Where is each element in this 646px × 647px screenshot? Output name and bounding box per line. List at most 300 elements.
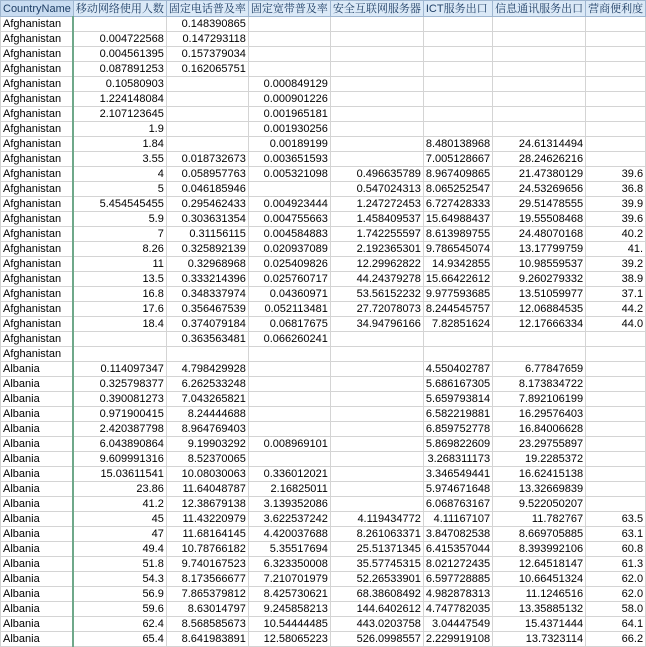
cell-secure-servers[interactable] bbox=[330, 77, 423, 92]
cell-fixed-telephone[interactable]: 8.24444688 bbox=[166, 407, 248, 422]
cell-ict-service-exports[interactable]: 8.613989755 bbox=[423, 227, 492, 242]
cell-ict-comm-exports[interactable]: 6.77847659 bbox=[493, 362, 586, 377]
cell-mobile-users[interactable]: 0.325798377 bbox=[73, 377, 166, 392]
cell-ease-of-business[interactable]: 37.1 bbox=[586, 287, 646, 302]
cell-ict-service-exports[interactable]: 8.065252547 bbox=[423, 182, 492, 197]
cell-mobile-users[interactable]: 45 bbox=[73, 512, 166, 527]
cell-country-name[interactable]: Afghanistan bbox=[1, 77, 74, 92]
cell-secure-servers[interactable]: 0.547024313 bbox=[330, 182, 423, 197]
cell-ease-of-business[interactable] bbox=[586, 332, 646, 347]
cell-ict-service-exports[interactable]: 6.727428333 bbox=[423, 197, 492, 212]
cell-mobile-users[interactable]: 56.9 bbox=[73, 587, 166, 602]
cell-ease-of-business[interactable]: 66.2 bbox=[586, 632, 646, 647]
cell-ict-comm-exports[interactable] bbox=[493, 332, 586, 347]
cell-secure-servers[interactable] bbox=[330, 452, 423, 467]
cell-ict-comm-exports[interactable]: 8.173834722 bbox=[493, 377, 586, 392]
cell-country-name[interactable]: Albania bbox=[1, 632, 74, 647]
cell-fixed-telephone[interactable]: 0.147293118 bbox=[166, 32, 248, 47]
cell-fixed-broadband[interactable]: 0.008969101 bbox=[248, 437, 330, 452]
cell-secure-servers[interactable] bbox=[330, 392, 423, 407]
cell-secure-servers[interactable] bbox=[330, 62, 423, 77]
cell-secure-servers[interactable]: 44.24379278 bbox=[330, 272, 423, 287]
cell-ict-service-exports[interactable]: 6.597728885 bbox=[423, 572, 492, 587]
cell-ict-service-exports[interactable]: 14.9342855 bbox=[423, 257, 492, 272]
cell-ict-comm-exports[interactable]: 13.7323114 bbox=[493, 632, 586, 647]
cell-ict-comm-exports[interactable]: 19.55508468 bbox=[493, 212, 586, 227]
cell-secure-servers[interactable]: 1.458409537 bbox=[330, 212, 423, 227]
cell-fixed-telephone[interactable]: 8.964769403 bbox=[166, 422, 248, 437]
cell-ease-of-business[interactable] bbox=[586, 377, 646, 392]
cell-mobile-users[interactable]: 5.454545455 bbox=[73, 197, 166, 212]
cell-secure-servers[interactable] bbox=[330, 107, 423, 122]
cell-ict-service-exports[interactable] bbox=[423, 17, 492, 32]
cell-ease-of-business[interactable]: 62.0 bbox=[586, 587, 646, 602]
cell-ict-service-exports[interactable]: 3.268311173 bbox=[423, 452, 492, 467]
cell-ict-comm-exports[interactable]: 13.51059977 bbox=[493, 287, 586, 302]
cell-fixed-telephone[interactable]: 0.148390865 bbox=[166, 17, 248, 32]
cell-secure-servers[interactable]: 27.72078073 bbox=[330, 302, 423, 317]
cell-country-name[interactable]: Afghanistan bbox=[1, 287, 74, 302]
cell-ict-service-exports[interactable]: 15.64988437 bbox=[423, 212, 492, 227]
cell-ict-service-exports[interactable]: 3.847082538 bbox=[423, 527, 492, 542]
cell-fixed-telephone[interactable] bbox=[166, 122, 248, 137]
cell-ict-service-exports[interactable] bbox=[423, 77, 492, 92]
cell-ict-service-exports[interactable]: 8.967409865 bbox=[423, 167, 492, 182]
cell-fixed-broadband[interactable] bbox=[248, 347, 330, 362]
cell-ease-of-business[interactable] bbox=[586, 137, 646, 152]
cell-ict-service-exports[interactable] bbox=[423, 47, 492, 62]
cell-secure-servers[interactable]: 4.119434772 bbox=[330, 512, 423, 527]
cell-country-name[interactable]: Albania bbox=[1, 572, 74, 587]
cell-secure-servers[interactable]: 2.192365301 bbox=[330, 242, 423, 257]
cell-ict-comm-exports[interactable]: 23.29755897 bbox=[493, 437, 586, 452]
cell-mobile-users[interactable]: 18.4 bbox=[73, 317, 166, 332]
cell-mobile-users[interactable] bbox=[73, 347, 166, 362]
cell-ict-service-exports[interactable]: 6.415357044 bbox=[423, 542, 492, 557]
cell-ict-comm-exports[interactable]: 24.48070168 bbox=[493, 227, 586, 242]
cell-country-name[interactable]: Albania bbox=[1, 362, 74, 377]
cell-ease-of-business[interactable] bbox=[586, 62, 646, 77]
cell-ict-service-exports[interactable]: 2.229919108 bbox=[423, 632, 492, 647]
column-header-fixed-broadband[interactable]: 固定宽带普及率 bbox=[248, 1, 330, 17]
cell-ict-comm-exports[interactable] bbox=[493, 17, 586, 32]
cell-fixed-broadband[interactable] bbox=[248, 452, 330, 467]
cell-fixed-broadband[interactable]: 0.001965181 bbox=[248, 107, 330, 122]
column-header-country-name[interactable]: CountryName bbox=[1, 1, 74, 17]
cell-fixed-telephone[interactable]: 9.19903292 bbox=[166, 437, 248, 452]
cell-ease-of-business[interactable] bbox=[586, 347, 646, 362]
cell-secure-servers[interactable]: 68.38608492 bbox=[330, 587, 423, 602]
cell-fixed-broadband[interactable] bbox=[248, 182, 330, 197]
cell-fixed-broadband[interactable] bbox=[248, 392, 330, 407]
cell-country-name[interactable]: Afghanistan bbox=[1, 92, 74, 107]
cell-ict-comm-exports[interactable]: 8.393992106 bbox=[493, 542, 586, 557]
cell-mobile-users[interactable]: 0.004722568 bbox=[73, 32, 166, 47]
cell-mobile-users[interactable]: 2.420387798 bbox=[73, 422, 166, 437]
cell-fixed-telephone[interactable] bbox=[166, 92, 248, 107]
cell-ict-comm-exports[interactable] bbox=[493, 347, 586, 362]
cell-ease-of-business[interactable] bbox=[586, 452, 646, 467]
cell-ict-service-exports[interactable]: 8.480138968 bbox=[423, 137, 492, 152]
cell-fixed-broadband[interactable]: 8.425730621 bbox=[248, 587, 330, 602]
cell-fixed-broadband[interactable]: 12.58065223 bbox=[248, 632, 330, 647]
cell-ict-service-exports[interactable]: 8.021272435 bbox=[423, 557, 492, 572]
cell-ease-of-business[interactable] bbox=[586, 362, 646, 377]
cell-mobile-users[interactable]: 23.86 bbox=[73, 482, 166, 497]
cell-ict-comm-exports[interactable]: 21.47380129 bbox=[493, 167, 586, 182]
cell-ict-service-exports[interactable] bbox=[423, 347, 492, 362]
cell-mobile-users[interactable]: 5.9 bbox=[73, 212, 166, 227]
cell-country-name[interactable]: Afghanistan bbox=[1, 107, 74, 122]
cell-ict-comm-exports[interactable] bbox=[493, 32, 586, 47]
cell-ease-of-business[interactable] bbox=[586, 77, 646, 92]
cell-secure-servers[interactable]: 1.742255597 bbox=[330, 227, 423, 242]
cell-country-name[interactable]: Afghanistan bbox=[1, 197, 74, 212]
cell-country-name[interactable]: Afghanistan bbox=[1, 302, 74, 317]
cell-ease-of-business[interactable]: 44.0 bbox=[586, 317, 646, 332]
cell-secure-servers[interactable]: 12.29962822 bbox=[330, 257, 423, 272]
cell-ease-of-business[interactable] bbox=[586, 497, 646, 512]
cell-fixed-telephone[interactable]: 8.568585673 bbox=[166, 617, 248, 632]
cell-ict-service-exports[interactable] bbox=[423, 62, 492, 77]
cell-mobile-users[interactable]: 17.6 bbox=[73, 302, 166, 317]
cell-secure-servers[interactable] bbox=[330, 332, 423, 347]
cell-secure-servers[interactable]: 52.26533901 bbox=[330, 572, 423, 587]
cell-country-name[interactable]: Albania bbox=[1, 617, 74, 632]
cell-fixed-broadband[interactable]: 0.336012021 bbox=[248, 467, 330, 482]
cell-fixed-broadband[interactable]: 0.025760717 bbox=[248, 272, 330, 287]
cell-mobile-users[interactable]: 16.8 bbox=[73, 287, 166, 302]
cell-ict-comm-exports[interactable]: 12.17666334 bbox=[493, 317, 586, 332]
cell-fixed-broadband[interactable] bbox=[248, 17, 330, 32]
cell-ict-service-exports[interactable]: 15.66422612 bbox=[423, 272, 492, 287]
cell-ease-of-business[interactable]: 44.2 bbox=[586, 302, 646, 317]
cell-ease-of-business[interactable]: 58.0 bbox=[586, 602, 646, 617]
cell-country-name[interactable]: Afghanistan bbox=[1, 212, 74, 227]
cell-ease-of-business[interactable]: 38.9 bbox=[586, 272, 646, 287]
cell-fixed-broadband[interactable]: 0.020937089 bbox=[248, 242, 330, 257]
cell-fixed-telephone[interactable] bbox=[166, 137, 248, 152]
cell-fixed-telephone[interactable]: 10.08030063 bbox=[166, 467, 248, 482]
cell-ict-service-exports[interactable]: 5.686167305 bbox=[423, 377, 492, 392]
cell-ict-comm-exports[interactable]: 28.24626216 bbox=[493, 152, 586, 167]
cell-fixed-telephone[interactable]: 8.641983891 bbox=[166, 632, 248, 647]
cell-ict-comm-exports[interactable]: 10.98559537 bbox=[493, 257, 586, 272]
cell-ict-comm-exports[interactable] bbox=[493, 107, 586, 122]
cell-country-name[interactable]: Afghanistan bbox=[1, 152, 74, 167]
cell-fixed-telephone[interactable]: 11.64048787 bbox=[166, 482, 248, 497]
cell-fixed-telephone[interactable]: 4.798429928 bbox=[166, 362, 248, 377]
cell-country-name[interactable]: Afghanistan bbox=[1, 317, 74, 332]
cell-country-name[interactable]: Albania bbox=[1, 452, 74, 467]
cell-ict-comm-exports[interactable] bbox=[493, 92, 586, 107]
cell-fixed-broadband[interactable] bbox=[248, 62, 330, 77]
cell-ease-of-business[interactable] bbox=[586, 152, 646, 167]
cell-fixed-telephone[interactable]: 8.52370065 bbox=[166, 452, 248, 467]
cell-ict-service-exports[interactable]: 8.244545757 bbox=[423, 302, 492, 317]
cell-ease-of-business[interactable] bbox=[586, 47, 646, 62]
cell-fixed-broadband[interactable]: 0.000901226 bbox=[248, 92, 330, 107]
cell-ease-of-business[interactable] bbox=[586, 32, 646, 47]
cell-ease-of-business[interactable] bbox=[586, 92, 646, 107]
cell-ease-of-business[interactable]: 63.1 bbox=[586, 527, 646, 542]
cell-ict-service-exports[interactable] bbox=[423, 32, 492, 47]
cell-ease-of-business[interactable] bbox=[586, 122, 646, 137]
cell-ict-comm-exports[interactable]: 12.06884535 bbox=[493, 302, 586, 317]
cell-ict-comm-exports[interactable]: 24.53269656 bbox=[493, 182, 586, 197]
cell-mobile-users[interactable]: 15.03611541 bbox=[73, 467, 166, 482]
cell-mobile-users[interactable]: 0.10580903 bbox=[73, 77, 166, 92]
cell-fixed-telephone[interactable]: 0.32968968 bbox=[166, 257, 248, 272]
cell-mobile-users[interactable]: 0.971900415 bbox=[73, 407, 166, 422]
cell-country-name[interactable]: Afghanistan bbox=[1, 17, 74, 32]
cell-secure-servers[interactable]: 8.261063371 bbox=[330, 527, 423, 542]
cell-ict-comm-exports[interactable] bbox=[493, 77, 586, 92]
cell-fixed-telephone[interactable]: 8.63014797 bbox=[166, 602, 248, 617]
cell-ict-service-exports[interactable]: 9.786545074 bbox=[423, 242, 492, 257]
cell-country-name[interactable]: Afghanistan bbox=[1, 122, 74, 137]
cell-ict-service-exports[interactable]: 6.582219881 bbox=[423, 407, 492, 422]
cell-country-name[interactable]: Afghanistan bbox=[1, 347, 74, 362]
cell-secure-servers[interactable]: 144.6402612 bbox=[330, 602, 423, 617]
cell-secure-servers[interactable]: 526.0998557 bbox=[330, 632, 423, 647]
cell-secure-servers[interactable]: 0.496635789 bbox=[330, 167, 423, 182]
cell-mobile-users[interactable]: 1.84 bbox=[73, 137, 166, 152]
cell-mobile-users[interactable]: 54.3 bbox=[73, 572, 166, 587]
cell-ease-of-business[interactable] bbox=[586, 407, 646, 422]
cell-ease-of-business[interactable] bbox=[586, 437, 646, 452]
cell-mobile-users[interactable]: 1.9 bbox=[73, 122, 166, 137]
cell-fixed-telephone[interactable] bbox=[166, 347, 248, 362]
cell-country-name[interactable]: Afghanistan bbox=[1, 257, 74, 272]
cell-fixed-broadband[interactable]: 7.210701979 bbox=[248, 572, 330, 587]
cell-mobile-users[interactable]: 6.043890864 bbox=[73, 437, 166, 452]
cell-fixed-broadband[interactable] bbox=[248, 407, 330, 422]
cell-country-name[interactable]: Albania bbox=[1, 527, 74, 542]
cell-country-name[interactable]: Albania bbox=[1, 497, 74, 512]
cell-secure-servers[interactable] bbox=[330, 437, 423, 452]
cell-fixed-telephone[interactable]: 0.157379034 bbox=[166, 47, 248, 62]
cell-mobile-users[interactable]: 49.4 bbox=[73, 542, 166, 557]
cell-fixed-telephone[interactable]: 9.740167523 bbox=[166, 557, 248, 572]
cell-mobile-users[interactable]: 0.390081273 bbox=[73, 392, 166, 407]
cell-mobile-users[interactable]: 59.6 bbox=[73, 602, 166, 617]
cell-ict-comm-exports[interactable]: 15.4371444 bbox=[493, 617, 586, 632]
cell-secure-servers[interactable] bbox=[330, 17, 423, 32]
cell-ict-service-exports[interactable]: 7.82851624 bbox=[423, 317, 492, 332]
cell-fixed-broadband[interactable]: 0.04360971 bbox=[248, 287, 330, 302]
column-header-ict-comm-exports[interactable]: 信息通讯服务出口 bbox=[493, 1, 586, 17]
cell-country-name[interactable]: Afghanistan bbox=[1, 182, 74, 197]
cell-ict-service-exports[interactable]: 3.346549441 bbox=[423, 467, 492, 482]
cell-ict-service-exports[interactable]: 9.977593685 bbox=[423, 287, 492, 302]
cell-fixed-broadband[interactable]: 6.323350008 bbox=[248, 557, 330, 572]
cell-country-name[interactable]: Albania bbox=[1, 437, 74, 452]
cell-secure-servers[interactable] bbox=[330, 377, 423, 392]
cell-country-name[interactable]: Albania bbox=[1, 602, 74, 617]
cell-fixed-telephone[interactable]: 0.018732673 bbox=[166, 152, 248, 167]
cell-ict-comm-exports[interactable] bbox=[493, 62, 586, 77]
cell-fixed-broadband[interactable] bbox=[248, 377, 330, 392]
cell-secure-servers[interactable] bbox=[330, 497, 423, 512]
cell-mobile-users[interactable]: 65.4 bbox=[73, 632, 166, 647]
cell-fixed-telephone[interactable]: 8.173566677 bbox=[166, 572, 248, 587]
cell-ict-service-exports[interactable]: 4.11167107 bbox=[423, 512, 492, 527]
cell-mobile-users[interactable]: 11 bbox=[73, 257, 166, 272]
cell-ease-of-business[interactable] bbox=[586, 392, 646, 407]
cell-ease-of-business[interactable] bbox=[586, 17, 646, 32]
cell-ict-comm-exports[interactable]: 10.66451324 bbox=[493, 572, 586, 587]
cell-country-name[interactable]: Albania bbox=[1, 467, 74, 482]
cell-country-name[interactable]: Afghanistan bbox=[1, 332, 74, 347]
cell-ease-of-business[interactable]: 39.2 bbox=[586, 257, 646, 272]
cell-mobile-users[interactable]: 41.2 bbox=[73, 497, 166, 512]
cell-ict-comm-exports[interactable]: 9.522050207 bbox=[493, 497, 586, 512]
cell-country-name[interactable]: Afghanistan bbox=[1, 62, 74, 77]
cell-mobile-users[interactable]: 0.114097347 bbox=[73, 362, 166, 377]
cell-fixed-telephone[interactable]: 0.333214396 bbox=[166, 272, 248, 287]
cell-ease-of-business[interactable]: 60.8 bbox=[586, 542, 646, 557]
cell-ease-of-business[interactable]: 63.5 bbox=[586, 512, 646, 527]
cell-ict-comm-exports[interactable]: 16.84006628 bbox=[493, 422, 586, 437]
cell-secure-servers[interactable] bbox=[330, 362, 423, 377]
cell-fixed-telephone[interactable]: 0.348337974 bbox=[166, 287, 248, 302]
cell-ease-of-business[interactable] bbox=[586, 107, 646, 122]
cell-mobile-users[interactable] bbox=[73, 17, 166, 32]
cell-fixed-telephone[interactable]: 6.262533248 bbox=[166, 377, 248, 392]
cell-secure-servers[interactable] bbox=[330, 137, 423, 152]
cell-ict-service-exports[interactable]: 5.869822609 bbox=[423, 437, 492, 452]
cell-fixed-broadband[interactable]: 0.025409826 bbox=[248, 257, 330, 272]
cell-country-name[interactable]: Albania bbox=[1, 392, 74, 407]
cell-fixed-broadband[interactable]: 0.005321098 bbox=[248, 167, 330, 182]
cell-mobile-users[interactable]: 51.8 bbox=[73, 557, 166, 572]
cell-mobile-users[interactable]: 13.5 bbox=[73, 272, 166, 287]
cell-fixed-telephone[interactable]: 0.363563481 bbox=[166, 332, 248, 347]
cell-ict-comm-exports[interactable]: 16.62415138 bbox=[493, 467, 586, 482]
cell-mobile-users[interactable]: 9.609991316 bbox=[73, 452, 166, 467]
cell-ict-comm-exports[interactable] bbox=[493, 47, 586, 62]
cell-fixed-broadband[interactable]: 3.622537242 bbox=[248, 512, 330, 527]
cell-secure-servers[interactable] bbox=[330, 422, 423, 437]
cell-ict-comm-exports[interactable]: 8.669705885 bbox=[493, 527, 586, 542]
cell-fixed-broadband[interactable]: 0.003651593 bbox=[248, 152, 330, 167]
cell-ease-of-business[interactable]: 62.0 bbox=[586, 572, 646, 587]
cell-fixed-broadband[interactable]: 2.16825011 bbox=[248, 482, 330, 497]
cell-mobile-users[interactable]: 5 bbox=[73, 182, 166, 197]
cell-fixed-telephone[interactable]: 10.78766182 bbox=[166, 542, 248, 557]
cell-ease-of-business[interactable] bbox=[586, 482, 646, 497]
cell-fixed-broadband[interactable]: 3.139352086 bbox=[248, 497, 330, 512]
cell-fixed-telephone[interactable]: 11.43220979 bbox=[166, 512, 248, 527]
cell-ict-comm-exports[interactable]: 24.61314494 bbox=[493, 137, 586, 152]
cell-fixed-telephone[interactable]: 11.68164145 bbox=[166, 527, 248, 542]
cell-secure-servers[interactable]: 53.56152232 bbox=[330, 287, 423, 302]
cell-fixed-telephone[interactable]: 12.38679138 bbox=[166, 497, 248, 512]
cell-country-name[interactable]: Albania bbox=[1, 482, 74, 497]
cell-country-name[interactable]: Afghanistan bbox=[1, 47, 74, 62]
cell-fixed-broadband[interactable]: 4.420037688 bbox=[248, 527, 330, 542]
column-header-secure-servers[interactable]: 安全互联网服务器 bbox=[330, 1, 423, 17]
cell-secure-servers[interactable]: 34.94796166 bbox=[330, 317, 423, 332]
cell-fixed-broadband[interactable]: 0.004584883 bbox=[248, 227, 330, 242]
cell-ease-of-business[interactable]: 41. bbox=[586, 242, 646, 257]
cell-ict-service-exports[interactable] bbox=[423, 122, 492, 137]
cell-ict-comm-exports[interactable]: 13.17799759 bbox=[493, 242, 586, 257]
cell-mobile-users[interactable]: 3.55 bbox=[73, 152, 166, 167]
cell-ease-of-business[interactable]: 39.6 bbox=[586, 167, 646, 182]
cell-fixed-telephone[interactable]: 0.31156115 bbox=[166, 227, 248, 242]
cell-secure-servers[interactable]: 443.0203758 bbox=[330, 617, 423, 632]
cell-ease-of-business[interactable]: 61.3 bbox=[586, 557, 646, 572]
cell-secure-servers[interactable]: 25.51371345 bbox=[330, 542, 423, 557]
cell-fixed-broadband[interactable] bbox=[248, 362, 330, 377]
cell-ict-comm-exports[interactable]: 11.782767 bbox=[493, 512, 586, 527]
column-header-ict-service-exports[interactable]: ICT服务出口 bbox=[423, 1, 492, 17]
cell-country-name[interactable]: Albania bbox=[1, 422, 74, 437]
cell-country-name[interactable]: Afghanistan bbox=[1, 137, 74, 152]
cell-mobile-users[interactable]: 47 bbox=[73, 527, 166, 542]
cell-mobile-users[interactable]: 7 bbox=[73, 227, 166, 242]
cell-ict-comm-exports[interactable]: 9.260279332 bbox=[493, 272, 586, 287]
cell-ease-of-business[interactable]: 40.2 bbox=[586, 227, 646, 242]
cell-fixed-telephone[interactable]: 7.865379812 bbox=[166, 587, 248, 602]
column-header-ease-of-business[interactable]: 营商便利度 bbox=[586, 1, 646, 17]
cell-country-name[interactable]: Afghanistan bbox=[1, 272, 74, 287]
cell-fixed-telephone[interactable] bbox=[166, 107, 248, 122]
cell-ict-service-exports[interactable]: 4.550402787 bbox=[423, 362, 492, 377]
cell-mobile-users[interactable]: 4 bbox=[73, 167, 166, 182]
cell-country-name[interactable]: Albania bbox=[1, 407, 74, 422]
cell-fixed-telephone[interactable]: 0.356467539 bbox=[166, 302, 248, 317]
cell-mobile-users[interactable]: 0.087891253 bbox=[73, 62, 166, 77]
cell-fixed-telephone[interactable] bbox=[166, 77, 248, 92]
cell-ict-comm-exports[interactable]: 12.64518147 bbox=[493, 557, 586, 572]
cell-secure-servers[interactable] bbox=[330, 467, 423, 482]
cell-fixed-broadband[interactable]: 9.245858213 bbox=[248, 602, 330, 617]
cell-ict-comm-exports[interactable]: 13.32669839 bbox=[493, 482, 586, 497]
cell-ict-service-exports[interactable]: 6.859752778 bbox=[423, 422, 492, 437]
cell-fixed-broadband[interactable]: 0.000849129 bbox=[248, 77, 330, 92]
cell-ict-service-exports[interactable]: 7.005128667 bbox=[423, 152, 492, 167]
cell-fixed-broadband[interactable]: 0.06817675 bbox=[248, 317, 330, 332]
cell-secure-servers[interactable] bbox=[330, 122, 423, 137]
cell-ict-comm-exports[interactable]: 19.2285372 bbox=[493, 452, 586, 467]
cell-mobile-users[interactable] bbox=[73, 332, 166, 347]
cell-fixed-telephone[interactable]: 0.046185946 bbox=[166, 182, 248, 197]
cell-fixed-broadband[interactable]: 0.004923444 bbox=[248, 197, 330, 212]
cell-ease-of-business[interactable] bbox=[586, 467, 646, 482]
cell-ict-comm-exports[interactable] bbox=[493, 122, 586, 137]
cell-ict-service-exports[interactable]: 3.04447549 bbox=[423, 617, 492, 632]
cell-fixed-broadband[interactable]: 0.004755663 bbox=[248, 212, 330, 227]
cell-country-name[interactable]: Albania bbox=[1, 542, 74, 557]
cell-country-name[interactable]: Afghanistan bbox=[1, 242, 74, 257]
cell-ict-comm-exports[interactable]: 16.29576403 bbox=[493, 407, 586, 422]
cell-ease-of-business[interactable]: 39.9 bbox=[586, 197, 646, 212]
cell-secure-servers[interactable] bbox=[330, 482, 423, 497]
cell-ict-service-exports[interactable] bbox=[423, 107, 492, 122]
cell-country-name[interactable]: Afghanistan bbox=[1, 227, 74, 242]
cell-ict-service-exports[interactable] bbox=[423, 92, 492, 107]
cell-secure-servers[interactable]: 1.247272453 bbox=[330, 197, 423, 212]
cell-country-name[interactable]: Albania bbox=[1, 377, 74, 392]
cell-secure-servers[interactable]: 35.57745315 bbox=[330, 557, 423, 572]
cell-fixed-broadband[interactable] bbox=[248, 32, 330, 47]
cell-secure-servers[interactable] bbox=[330, 47, 423, 62]
cell-fixed-telephone[interactable]: 0.162065751 bbox=[166, 62, 248, 77]
cell-secure-servers[interactable] bbox=[330, 407, 423, 422]
